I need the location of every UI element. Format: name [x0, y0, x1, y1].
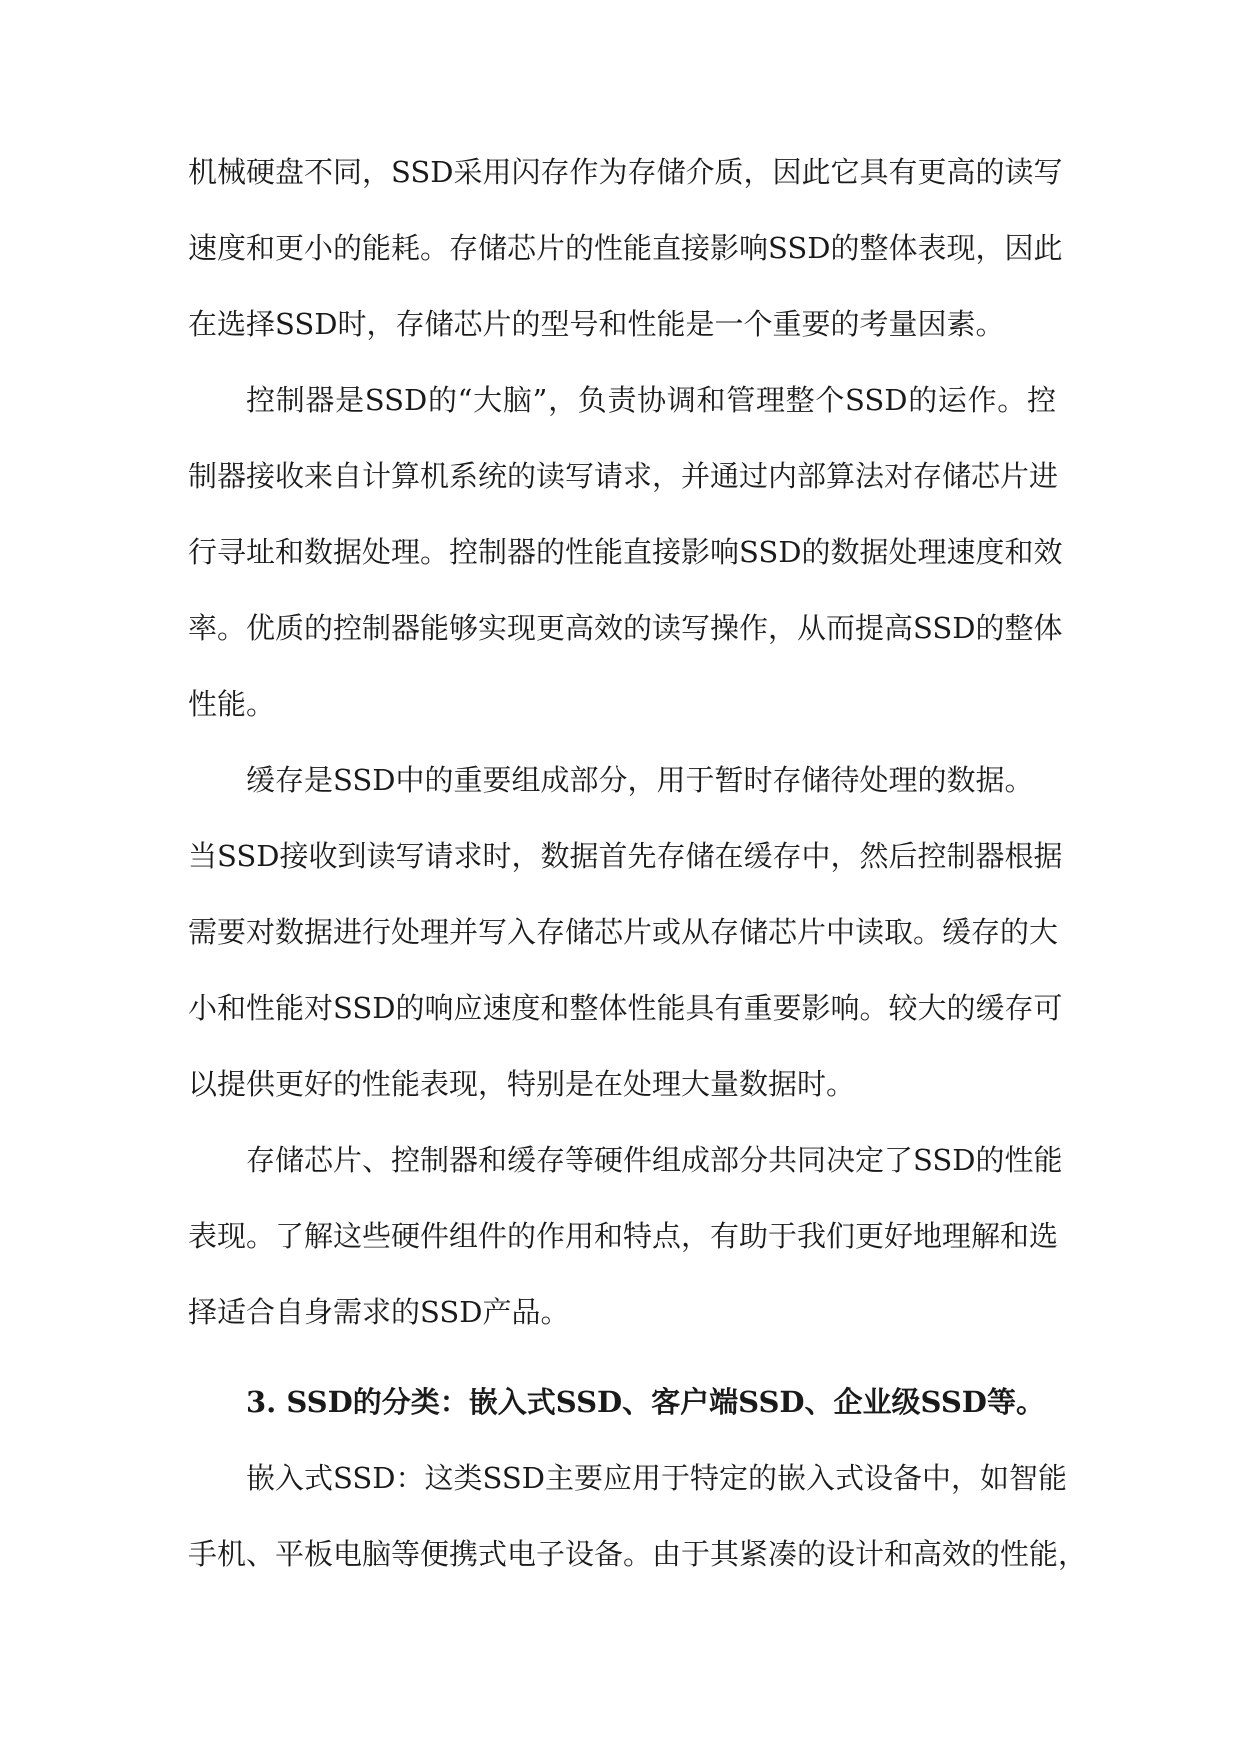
text-line: 机械硬盘不同，SSD采用闪存作为存储介质，因此它具有更高的读写	[188, 155, 1063, 189]
text-line: 速度和更小的能耗。存储芯片的性能直接影响SSD的整体表现，因此	[188, 231, 1063, 265]
text-line: 手机、平板电脑等便携式电子设备。由于其紧凑的设计和高效的性能，	[188, 1537, 1088, 1571]
text-line: 率。优质的控制器能够实现更高效的读写操作，从而提高SSD的整体	[188, 611, 1063, 645]
document-body	[188, 142, 1088, 1600]
text-line: 控制器是SSD的“大脑”，负责协调和管理整个SSD的运作。控	[246, 383, 1056, 417]
paragraph-controller	[188, 370, 1063, 750]
text-line: 行寻址和数据处理。控制器的性能直接影响SSD的数据处理速度和效	[188, 535, 1063, 569]
text-line: 性能。	[188, 687, 276, 721]
text-line: 小和性能对SSD的响应速度和整体性能具有重要影响。较大的缓存可	[188, 991, 1063, 1025]
text-line: 在选择SSD时，存储芯片的型号和性能是一个重要的考量因素。	[188, 307, 1005, 341]
text-line: 择适合自身需求的SSD产品。	[188, 1295, 570, 1329]
paragraph-summary	[188, 1130, 1063, 1358]
text-line: 需要对数据进行处理并写入存储芯片或从存储芯片中读取。缓存的大	[188, 915, 1059, 949]
text-line: 存储芯片、控制器和缓存等硬件组成部分共同决定了SSD的性能	[246, 1143, 1063, 1177]
section-heading: 3. SSD的分类：嵌入式SSD、客户端SSD、企业级SSD等。	[246, 1385, 1045, 1419]
text-line: 缓存是SSD中的重要组成部分，用于暂时存储待处理的数据。	[246, 763, 1034, 797]
text-line: 制器接收来自计算机系统的读写请求，并通过内部算法对存储芯片进	[188, 459, 1059, 493]
paragraph-embedded-ssd	[188, 1448, 1088, 1600]
paragraph-cache	[188, 750, 1063, 1130]
text-line: 以提供更好的性能表现，特别是在处理大量数据时。	[188, 1067, 856, 1101]
text-line: 当SSD接收到读写请求时，数据首先存储在缓存中，然后控制器根据	[188, 839, 1063, 873]
text-line: 嵌入式SSD：这类SSD主要应用于特定的嵌入式设备中，如智能	[246, 1461, 1067, 1495]
text-line: 表现。了解这些硬件组件的作用和特点，有助于我们更好地理解和选	[188, 1219, 1059, 1253]
paragraph-ssd-storage-chips	[188, 142, 1063, 370]
